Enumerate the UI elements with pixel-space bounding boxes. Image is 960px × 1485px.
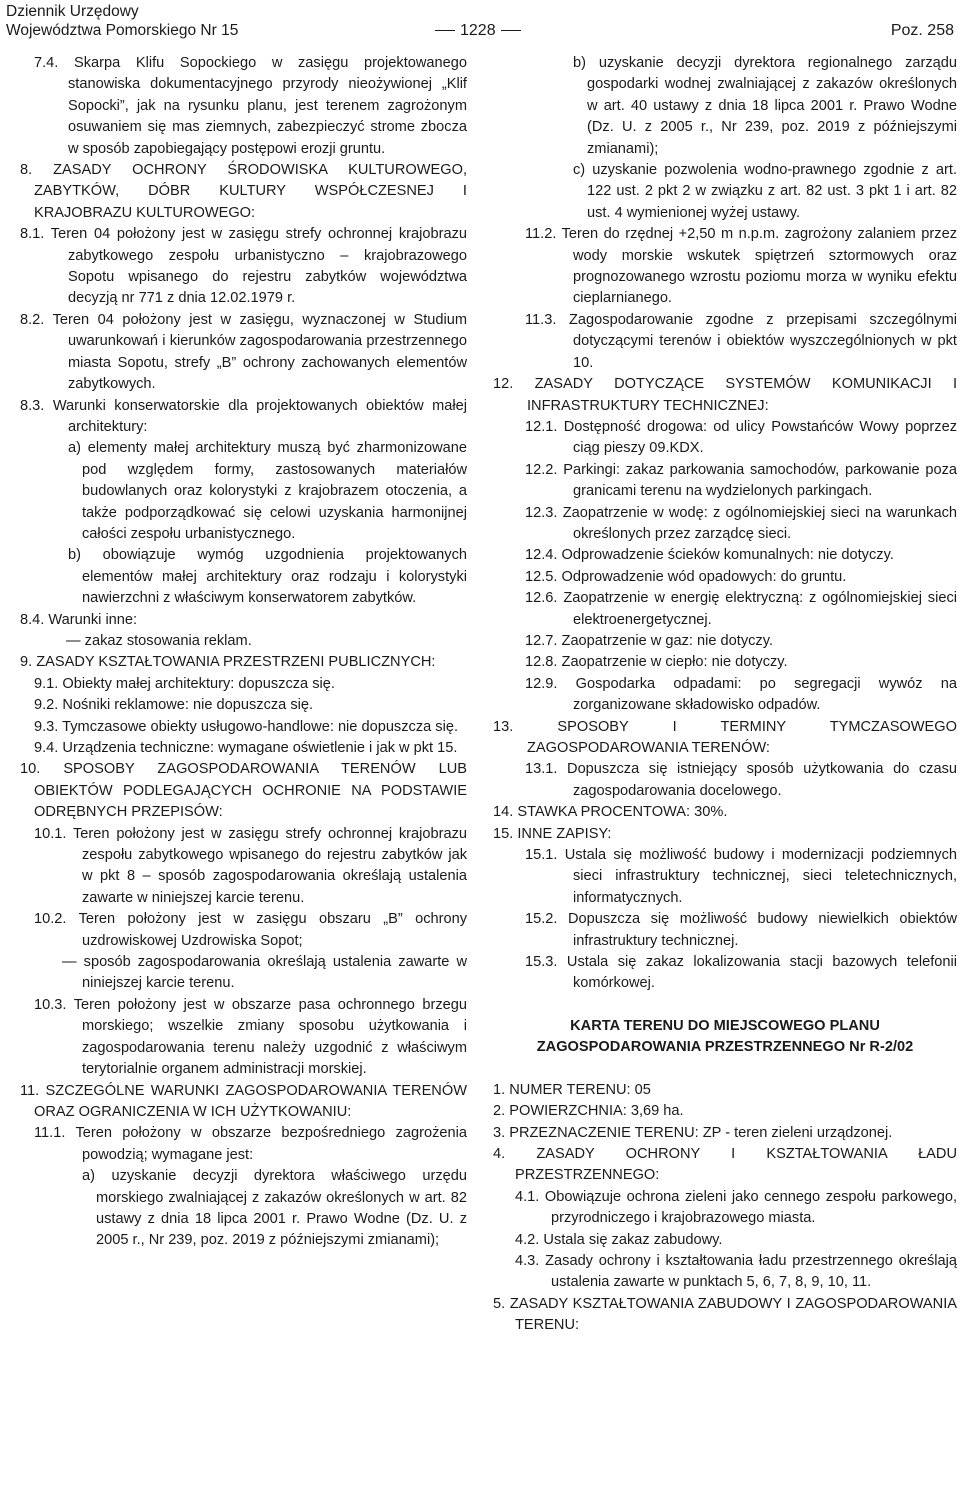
point-8-3-b: b) obowiązuje wymóg uzgodnienia projektowanych elementów małej architektury oraz rodzaju i kolorystyki nawierzchni z właściwym konserwatorem zabytków. bbox=[68, 547, 467, 607]
dash-right bbox=[501, 30, 521, 31]
section-11-heading: 11. SZCZEGÓLNE WARUNKI ZAGOSPODAROWANIA TERENÓW ORAZ OGRANICZENIA W ICH UŻYTKOWANIU: bbox=[20, 1082, 467, 1120]
point-10-2-item: — sposób zagospodarowania określają ustalenia zawarte w niniejszej karcie terenu. bbox=[62, 954, 467, 992]
point-15-2: 15.2. Dopuszcza się możliwość budowy niewielkich obiektów infrastruktury technicznej. bbox=[525, 911, 957, 949]
card-item-5: 5. ZASADY KSZTAŁTOWANIA ZABUDOWY I ZAGOSPODAROWANIA TERENU: bbox=[493, 1295, 957, 1334]
point-11-1-a: a) uzyskanie decyzji dyrektora właściwego urzędu morskiego zwalniającej z zakazów określonych w art. 82 ustawy z dnia 18 lipca 2001 r. Prawo Wodne (Dz. U. z 2005 r., Nr 239, poz. 2019 z późniejszymi zmianami); bbox=[82, 1168, 467, 1249]
card-item-4: 4. ZASADY OCHRONY I KSZTAŁTOWANIA ŁADU PRZESTRZENNEGO: bbox=[493, 1145, 957, 1184]
point-12-2: 12.2. Parkingi: zakaz parkowania samochodów, parkowanie poza granicami terenu na wydzielonych parkingach. bbox=[525, 461, 957, 500]
card-title: KARTA TERENU DO MIEJSCOWEGO PLANU ZAGOSPODAROWANIA PRZESTRZENNEGO Nr R-2/02 bbox=[536, 1017, 914, 1056]
dash-left bbox=[435, 30, 455, 31]
point-12-4: 12.4. Odprowadzenie ścieków komunalnych: nie dotyczy. bbox=[525, 547, 894, 564]
journal-name: Dziennik Urzędowy bbox=[6, 3, 139, 20]
section-15-heading: 15. INNE ZAPISY: bbox=[493, 825, 612, 842]
point-11-1-c: c) uzyskanie pozwolenia wodno-prawnego zgodnie z art. 122 ust. 2 pkt 2 w związku z art. 82 ust. 3 pkt 1 i art. 82 ust. 4 wymienionej wyżej ustawy. bbox=[573, 162, 957, 221]
point-8-1: 8.1. Teren 04 położony jest w zasięgu strefy ochronnej krajobrazu zabytkowego zespołu urbanistyczno – krajobrazowego Sopotu wpisanego do rejestru zabytków województwa decyzją nr 771 z dnia 12.02.1979 r. bbox=[20, 226, 467, 307]
point-7-4: 7.4. Skarpa Klifu Sopockiego w zasięgu projektowanego stanowiska dokumentacyjnego przyrody nieożywionej „Klif Sopocki”, jak na rysunku planu, jest terenem zagrożonym osuwaniem się mas ziemnych, zabezpieczyć strome zbocza w sposób zapobiegający postępowi erozji gruntu. bbox=[34, 55, 467, 157]
card-item-4-2: 4.2. Ustala się zakaz zabudowy. bbox=[515, 1231, 723, 1248]
point-8-3-a: a) elementy małej architektury muszą być zharmonizowane pod względem formy, zastosowanych materiałów budowlanych oraz kolorystyki z krajobrazem otoczenia, a także podporządkować się celowi uzyskania harmonijnej całości zespołu urbanistycznego. bbox=[68, 440, 467, 542]
point-9-2: 9.2. Nośniki reklamowe: nie dopuszcza się. bbox=[34, 697, 314, 714]
card-item-2: 2. POWIERZCHNIA: 3,69 ha. bbox=[493, 1103, 684, 1120]
point-9-3: 9.3. Tymczasowe obiekty usługowo-handlowe: nie dopuszcza się. bbox=[34, 718, 459, 735]
point-10-3: 10.3. Teren położony jest w obszarze pasa ochronnego brzegu morskiego; wszelkie zmiany sposobu użytkowania i zagospodarowania terenu należy uzgodnić z właściwym terytorialnie organem administracji morskiej. bbox=[34, 996, 467, 1078]
point-8-4-item: — zakaz stosowania reklam. bbox=[66, 632, 252, 649]
position-number: Poz. 258 bbox=[890, 22, 954, 39]
point-12-9: 12.9. Gospodarka odpadami: po segregacji wywóz na zorganizowane składowisko odpadów. bbox=[525, 675, 957, 714]
point-12-1: 12.1. Dostępność drogowa: od ulicy Powstańców Wowy poprzez ciąg pieszy 09.KDX. bbox=[525, 418, 957, 457]
section-10-heading: 10. SPOSOBY ZAGOSPODAROWANIA TERENÓW LUB OBIEKTÓW PODLEGAJĄCYCH OCHRONIE NA PODSTAWIE ODRĘBNYCH PRZEPISÓW: bbox=[20, 761, 467, 821]
point-9-1: 9.1. Obiekty małej architektury: dopuszcza się. bbox=[34, 675, 335, 692]
point-12-5: 12.5. Odprowadzenie wód opadowych: do gruntu. bbox=[525, 568, 847, 585]
page-number bbox=[430, 21, 526, 41]
point-9-4: 9.4. Urządzenia techniczne: wymagane oświetlenie i jak w pkt 15. bbox=[34, 740, 458, 756]
point-11-2: 11.2. Teren do rzędnej +2,50 m n.p.m. zagrożony zalaniem przez wody morskie wskutek spiętrzeń sztormowych oraz prognozowanego wzrostu poziomu morza w wyniku efektu cieplarnianego. bbox=[525, 226, 957, 307]
journal-issue: Województwa Pomorskiego Nr 15 bbox=[6, 22, 239, 39]
point-11-1: 11.1. Teren położony w obszarze bezpośredniego zagrożenia powodzią; wymagane jest: bbox=[34, 1125, 467, 1163]
point-12-3: 12.3. Zaopatrzenie w wodę: z ogólnomiejskiej sieci na warunkach określonych przez zarządcę sieci. bbox=[525, 504, 958, 542]
page-header bbox=[0, 0, 960, 44]
section-14-heading: 14. STAWKA PROCENTOWA: 30%. bbox=[493, 804, 728, 821]
point-15-1: 15.1. Ustala się możliwość budowy i modernizacji podziemnych sieci infrastruktury technicznej, sieci teletechnicznych, informatycznych. bbox=[525, 847, 957, 906]
point-12-7: 12.7. Zaopatrzenie w gaz: nie dotyczy. bbox=[525, 632, 773, 649]
point-11-1-b: b) uzyskanie decyzji dyrektora regionalnego zarządu gospodarki wodnej zwalniającej z zakazów określonych w art. 40 ustawy z dnia 18 lipca 2001 r. Prawo Wodne (Dz. U. z 2005 r., Nr 239, poz. 2019 z późniejszymi zmianami); bbox=[573, 55, 957, 157]
section-8-heading: 8. ZASADY OCHRONY ŚRODOWISKA KULTUROWEGO, ZABYTKÓW, DÓBR KULTURY WSPÓŁCZESNEJ I KRAJOBRAZU KULTUROWEGO: bbox=[20, 162, 467, 221]
section-13-heading: 13. SPOSOBY I TERMINY TYMCZASOWEGO ZAGOSPODAROWANIA TERENÓW: bbox=[493, 718, 957, 756]
card-item-4-1: 4.1. Obowiązuje ochrona zieleni jako cennego zespołu parkowego, przyrodniczego i krajobrazowego miasta. bbox=[515, 1188, 957, 1227]
spacer bbox=[493, 1059, 957, 1080]
point-10-1: 10.1. Teren położony jest w zasięgu strefy ochronnej krajobrazu zespołu zabytkowego wpisanego do rejestru zabytków jak w pkt 8 – sposób zagospodarowania określają ustalenia zawarte w niniejszej karcie terenu. bbox=[34, 825, 467, 906]
spacer bbox=[493, 995, 957, 1016]
journal-title bbox=[6, 2, 238, 40]
card-item-3: 3. PRZEZNACZENIE TERENU: ZP - teren zieleni urządzonej. bbox=[493, 1124, 893, 1141]
left-column bbox=[20, 53, 467, 1252]
card-item-4-3: 4.3. Zasady ochrony i kształtowania ładu przestrzennego określają ustalenia zawarte w punktach 5, 6, 7, 8, 9, 10, 11. bbox=[515, 1252, 957, 1291]
point-8-4: 8.4. Warunki inne: bbox=[20, 611, 138, 628]
point-11-3: 11.3. Zagospodarowanie zgodne z przepisami szczególnymi dotyczącymi terenów i obiektów wyszczególnionych w pkt 10. bbox=[525, 311, 957, 371]
point-15-3: 15.3. Ustala się zakaz lokalizowania stacji bazowych telefonii komórkowej. bbox=[525, 954, 957, 992]
section-12-heading: 12. ZASADY DOTYCZĄCE SYSTEMÓW KOMUNIKACJI I INFRASTRUKTURY TECHNICZNEJ: bbox=[493, 376, 958, 414]
point-13-1: 13.1. Dopuszcza się istniejący sposób użytkowania do czasu zagospodarowania docelowego. bbox=[525, 761, 957, 799]
card-item-1: 1. NUMER TERENU: 05 bbox=[493, 1081, 651, 1098]
right-column bbox=[493, 53, 957, 1337]
point-12-8: 12.8. Zaopatrzenie w ciepło: nie dotyczy. bbox=[525, 654, 788, 671]
page-number-value: 1228 bbox=[460, 22, 496, 39]
point-12-6: 12.6. Zaopatrzenie w energię elektryczną: z ogólnomiejskiej sieci elektroenergetycznej. bbox=[525, 590, 957, 628]
point-10-2: 10.2. Teren położony jest w zasięgu obszaru „B” ochrony uzdrowiskowej Uzdrowiska Sopot; bbox=[34, 911, 467, 949]
point-8-3: 8.3. Warunki konserwatorskie dla projektowanych obiektów małej architektury: bbox=[20, 397, 467, 435]
point-8-2: 8.2. Teren 04 położony jest w zasięgu, wyznaczonej w Studium uwarunkowań i kierunków zagospodarowania przestrzennego miasta Sopotu, strefy „B” ochrony zachowanych elementów zabytkowych. bbox=[20, 311, 468, 393]
section-9-heading: 9. ZASADY KSZTAŁTOWANIA PRZESTRZENI PUBLICZNYCH: bbox=[20, 654, 436, 671]
